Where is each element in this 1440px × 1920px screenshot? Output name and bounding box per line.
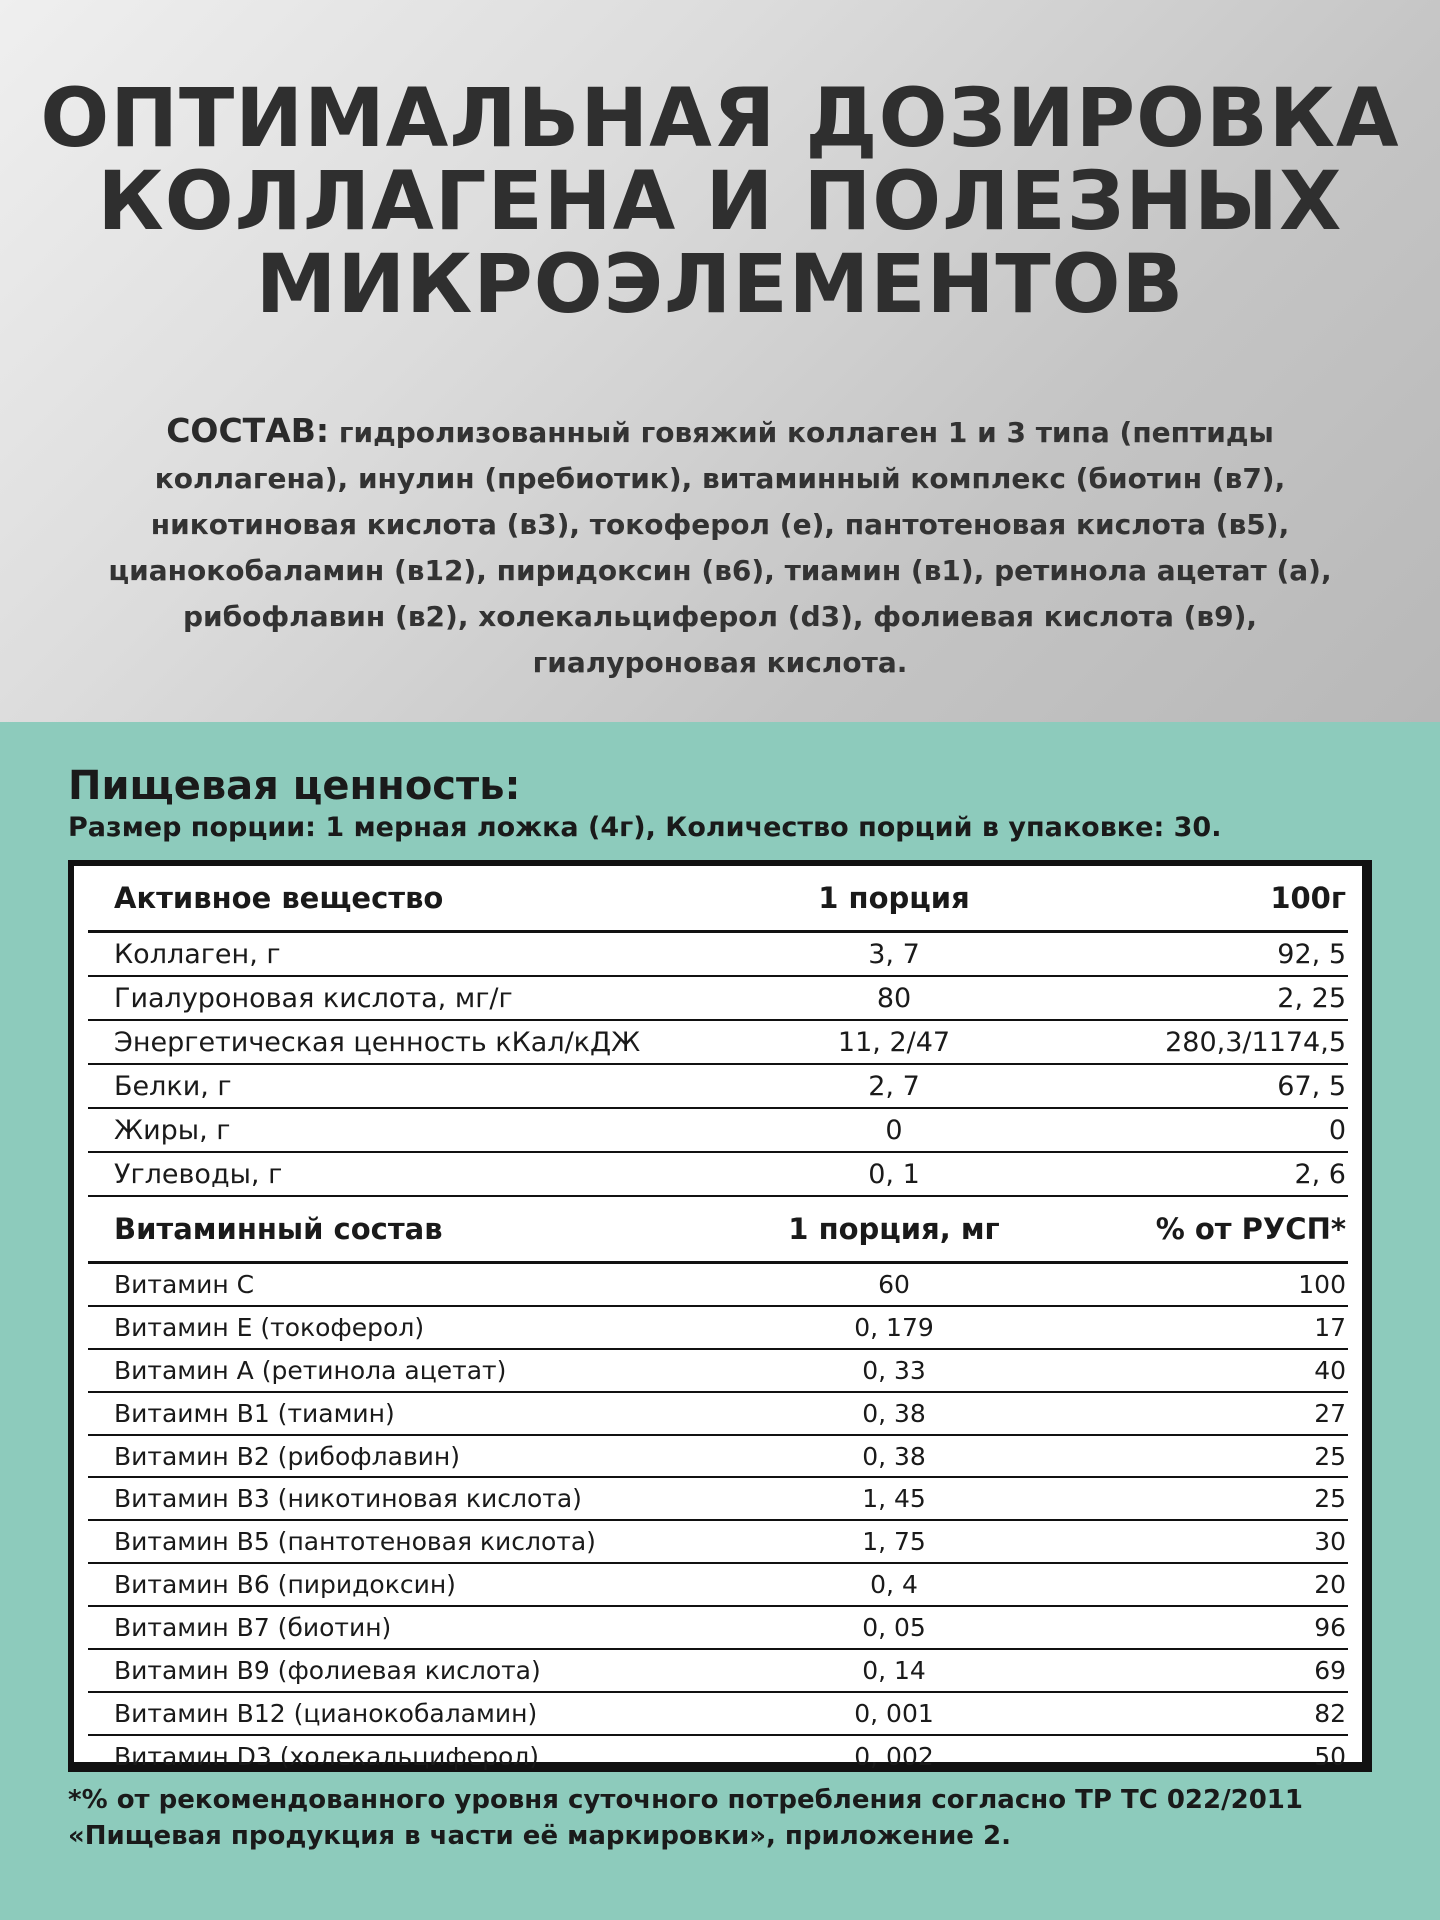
table-row (74, 977, 1362, 1019)
table-cell-c1: Витамин В6 (пиридоксин) (114, 1570, 456, 1600)
table-row (74, 1109, 1362, 1151)
table-cell-c3: 25 (1314, 1484, 1346, 1514)
table-cell-c2: 1, 45 (862, 1484, 926, 1514)
composition-line-2: коллагена), инулин (пребиотик), витаминный комплекс (биотин (в7), (154, 462, 1286, 495)
table-cell-c2: 0, 1 (868, 1158, 920, 1190)
table-cell-c3: 69 (1314, 1655, 1346, 1685)
table-cell-c3: 30 (1314, 1527, 1346, 1557)
table-row (74, 1350, 1362, 1391)
table-cell-c1: Витамин Е (токоферол) (114, 1312, 425, 1342)
headline-line-1: ОПТИМАЛЬНАЯ ДОЗИРОВКА (40, 72, 1400, 166)
table-cell-c1: Коллаген, г (114, 938, 281, 970)
table-cell-c2: 80 (876, 982, 912, 1014)
table-cell-c2: 0, 05 (862, 1613, 926, 1643)
table-cell-c2: 1 порция (818, 881, 970, 915)
table-cell-c1: Углеводы, г (114, 1158, 283, 1190)
composition-text-1: гидролизованный говяжий коллаген 1 и 3 типа (пептиды (338, 416, 1274, 449)
table-cell-c2: 1, 75 (862, 1527, 926, 1557)
nutrition-table-body (74, 866, 1362, 1777)
table-row (74, 1021, 1362, 1063)
table-cell-c3: 100 (1298, 1269, 1346, 1299)
table-cell-c1: Витамин В2 (рибофлавин) (114, 1441, 461, 1471)
composition (60, 408, 1380, 686)
table-cell-c3: 96 (1314, 1613, 1346, 1643)
table-row (74, 1693, 1362, 1734)
table-row (74, 1264, 1362, 1305)
footnote-line-2: «Пищевая продукция в части её маркировки», приложение 2. (68, 1821, 1011, 1851)
composition-line-1 (60, 408, 1380, 456)
headline-line-3: МИКРОЭЛЕМЕНТОВ (255, 238, 1185, 332)
composition-label: СОСТАВ: (166, 411, 330, 450)
table-header-vitamins (74, 1197, 1362, 1261)
table-row (74, 1393, 1362, 1434)
table-header-active (74, 866, 1362, 930)
table-cell-c3: 67, 5 (1277, 1070, 1346, 1102)
table-row (74, 1607, 1362, 1648)
table-cell-c1: Жиры, г (114, 1114, 231, 1146)
table-cell-c3: 27 (1314, 1398, 1346, 1428)
table-cell-c2: 60 (878, 1269, 910, 1299)
table-cell-c3: 82 (1314, 1698, 1346, 1728)
footnote-line-1: *% от рекомендованного уровня суточного потребления согласно ТР ТС 022/2011 (68, 1785, 1303, 1815)
table-cell-c3: 2, 25 (1277, 982, 1346, 1014)
table-cell-c3: 280,3/1174,5 (1165, 1026, 1346, 1058)
table-cell-c1: Витамин В3 (никотиновая кислота) (114, 1484, 582, 1514)
table-row (74, 1153, 1362, 1195)
table-cell-c1: Энергетическая ценность кКал/кДЖ (114, 1026, 641, 1058)
table-cell-c1: Витаимн В1 (тиамин) (114, 1398, 395, 1428)
table-cell-c1: Активное вещество (114, 881, 444, 915)
table-cell-c3: 40 (1314, 1355, 1346, 1385)
table-cell-c2: 2, 7 (868, 1070, 920, 1102)
table-row (74, 1478, 1362, 1519)
table-row (74, 933, 1362, 975)
composition-line-6: гиалуроновая кислота. (532, 646, 908, 679)
table-cell-c3: 50 (1314, 1741, 1346, 1771)
table-cell-c3: 92, 5 (1277, 938, 1346, 970)
table-cell-c2: 0 (885, 1114, 903, 1146)
headline-line-2: КОЛЛАГЕНА И ПОЛЕЗНЫХ (97, 155, 1343, 249)
table-cell-c3: 25 (1314, 1441, 1346, 1471)
table-cell-c3: 2, 6 (1294, 1158, 1346, 1190)
table-row (74, 1436, 1362, 1477)
table-row (74, 1307, 1362, 1348)
table-cell-c1: Гиалуроновая кислота, мг/г (114, 982, 513, 1014)
table-cell-c1: Витамин D3 (холекальциферол) (114, 1741, 540, 1771)
table-cell-c1: Витамин В5 (пантотеновая кислота) (114, 1527, 596, 1557)
table-cell-c1: Белки, г (114, 1070, 232, 1102)
table-cell-c2: 0, 4 (870, 1570, 918, 1600)
footnote (68, 1782, 1388, 1854)
headline (0, 72, 1440, 332)
table-row (74, 1065, 1362, 1107)
table-row (74, 1564, 1362, 1605)
table-cell-c2: 11, 2/47 (837, 1026, 951, 1058)
table-cell-c1: Витаминный состав (114, 1212, 443, 1246)
table-cell-c1: Витамин С (114, 1269, 255, 1299)
composition-line-4: цианокобаламин (в12), пиридоксин (в6), тиамин (в1), ретинола ацетат (а), (108, 554, 1332, 587)
table-row (74, 1736, 1362, 1777)
table-cell-c2: 0, 179 (854, 1312, 934, 1342)
table-cell-c2: 0, 38 (862, 1441, 926, 1471)
table-cell-c2: 1 порция, мг (788, 1212, 1000, 1246)
table-cell-c2: 0, 001 (854, 1698, 934, 1728)
table-cell-c1: Витамин А (ретинола ацетат) (114, 1355, 507, 1385)
table-cell-c3: 0 (1328, 1114, 1346, 1146)
table-row (74, 1650, 1362, 1691)
serving-size: Размер порции: 1 мерная ложка (4г), Количество порций в упаковке: 30. (68, 812, 1222, 843)
table-cell-c1: Витамин В9 (фолиевая кислота) (114, 1655, 541, 1685)
table-cell-c3: % от РУСП* (1155, 1212, 1346, 1246)
table-cell-c3: 100г (1270, 881, 1346, 915)
table-cell-c3: 20 (1314, 1570, 1346, 1600)
table-cell-c2: 0, 38 (862, 1398, 926, 1428)
table-cell-c1: Витамин В12 (цианокобаламин) (114, 1698, 538, 1728)
table-cell-c1: Витамин В7 (биотин) (114, 1613, 392, 1643)
composition-line-3: никотиновая кислота (в3), токоферол (е), пантотеновая кислота (в5), (150, 508, 1290, 541)
table-cell-c2: 0, 33 (862, 1355, 926, 1385)
table-cell-c3: 17 (1314, 1312, 1346, 1342)
composition-line-5: рибофлавин (в2), холекальциферол (d3), фолиевая кислота (в9), (182, 600, 1258, 633)
table-cell-c2: 0, 002 (854, 1741, 934, 1771)
table-cell-c2: 0, 14 (862, 1655, 926, 1685)
nutrition-table (68, 860, 1372, 1772)
table-cell-c2: 3, 7 (868, 938, 920, 970)
nutrition-title: Пищевая ценность: (68, 763, 521, 809)
table-row (74, 1521, 1362, 1562)
